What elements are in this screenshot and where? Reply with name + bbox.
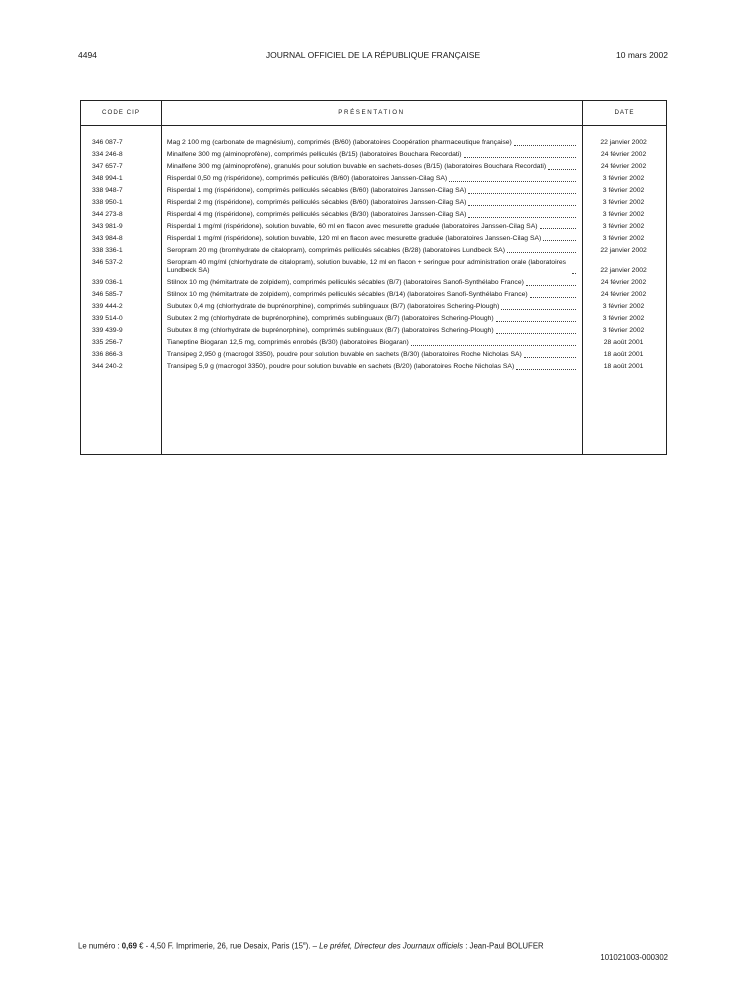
column-header-presentation: PRÉSENTATION <box>338 109 405 116</box>
table-row <box>81 327 666 336</box>
cell-code-cip: 346 585-7 <box>92 291 123 299</box>
table-row <box>81 315 666 324</box>
cell-presentation <box>161 363 581 372</box>
table-row <box>81 351 666 360</box>
cell-code-cip: 343 981-9 <box>92 222 123 230</box>
cell-code-cip: 335 256-7 <box>92 339 123 347</box>
cell-code-cip: 339 036-1 <box>92 279 123 287</box>
table-row <box>81 199 666 208</box>
column-header-date: DATE <box>614 109 635 116</box>
cell-presentation <box>161 187 581 196</box>
cell-code-cip: 338 948-7 <box>92 186 123 194</box>
table-row <box>81 279 666 288</box>
dot-leader <box>468 205 576 206</box>
presentation-text: Transipeg 2,950 g (macrogol 3350), poudre pour solution buvable en sachets (B/30) (laboratoires Roche Nicholas SA) <box>166 351 522 359</box>
journal-title: JOURNAL OFFICIEL DE LA RÉPUBLIQUE FRANÇAISE <box>265 50 481 60</box>
cell-presentation <box>161 235 581 244</box>
dot-leader <box>524 357 576 358</box>
table-row <box>81 139 666 148</box>
cell-date: 3 février 2002 <box>602 222 645 230</box>
cell-presentation <box>161 339 581 348</box>
dot-leader <box>449 181 576 182</box>
cell-presentation <box>161 259 581 276</box>
cell-date: 24 février 2002 <box>600 162 647 170</box>
presentation-text: Tianeptine Biogaran 12,5 mg, comprimés enrobés (B/30) (laboratoires Biogaran) <box>166 339 409 347</box>
cell-date: 3 février 2002 <box>602 198 645 206</box>
dot-leader <box>514 145 576 146</box>
table-row <box>81 175 666 184</box>
table-row <box>81 235 666 244</box>
table-body <box>81 139 666 375</box>
presentation-text: Mag 2 100 mg (carbonate de magnésium), comprimés (B/60) (laboratoires Coopération pharmaceutique française) <box>166 139 512 146</box>
footer-prefect: Le préfet, Directeur des Journaux officiels <box>319 941 464 951</box>
table-row <box>81 303 666 312</box>
dot-leader <box>572 273 576 274</box>
cell-presentation <box>161 163 581 172</box>
footer-separator: ). – <box>305 941 320 951</box>
presentation-text: Seropram 20 mg (bromhydrate de citalopram), comprimés pelliculés sécables (B/28) (laboratoires Lundbeck SA) <box>166 246 505 254</box>
cell-presentation <box>161 199 581 208</box>
presentation-table <box>80 100 667 455</box>
cell-date: 3 février 2002 <box>602 315 645 323</box>
cell-presentation <box>161 175 581 184</box>
presentation-text: Minalfene 300 mg (alminoprofène), comprimés pelliculés (B/15) (laboratoires Bouchara Recordati) <box>166 150 462 158</box>
footer-price: 0,69 <box>121 941 137 951</box>
presentation-text: Risperdal 1 mg/ml (rispéridone), solution buvable, 60 ml en flacon avec mesurette graduée (laboratoires Janssen-Cilag SA) <box>166 222 538 230</box>
cell-presentation <box>161 139 581 148</box>
presentation-text: Risperdal 1 mg/ml (rispéridone), solution buvable, 120 ml en flacon avec mesurette graduée (laboratoires Janssen-Cilag SA) <box>166 234 542 242</box>
presentation-text: Subutex 2 mg (chlorhydrate de buprénorphine), comprimés sublinguaux (B/7) (laboratoires Schering-Plough) <box>166 315 494 323</box>
presentation-text: Risperdal 4 mg (rispéridone), comprimés pelliculés sécables (B/30) (laboratoires Janssen-Cilag SA) <box>166 210 467 218</box>
presentation-text: Risperdal 0,50 mg (rispéridone), comprimés pelliculés (B/60) (laboratoires Janssen-Cilag SA) <box>166 174 448 182</box>
cell-presentation <box>161 223 581 232</box>
issue-date: 10 mars 2002 <box>616 50 668 60</box>
page-header <box>78 50 668 62</box>
table-row <box>81 151 666 160</box>
cell-date: 3 février 2002 <box>602 234 645 242</box>
cell-date: 28 août 2001 <box>603 339 644 347</box>
cell-presentation <box>161 327 581 336</box>
cell-presentation <box>161 315 581 324</box>
presentation-text: Stilnox 10 mg (hémitartrate de zolpidem), comprimés pelliculés sécables (B/14) (laboratoires Sanofi-Synthélabo France) <box>166 291 528 299</box>
presentation-text: Subutex 0,4 mg (chlorhydrate de buprénorphine), comprimés sublinguaux (B/7) (laboratoires Schering-Plough) <box>166 303 500 311</box>
presentation-text: Minalfene 300 mg (alminoprofène), granulés pour solution buvable en sachets-doses (B/15) (laboratoires Bouchara Recordati) <box>166 162 547 170</box>
cell-presentation <box>161 291 581 300</box>
header-divider <box>81 125 666 126</box>
cell-code-cip: 339 439-9 <box>92 327 123 335</box>
footer-printer: € - 4,50 F. Imprimerie, 26, rue Desaix, Paris (15 <box>136 941 303 951</box>
dot-leader <box>540 228 577 229</box>
dot-leader <box>543 240 576 241</box>
cell-date: 3 février 2002 <box>602 186 645 194</box>
table-row <box>81 223 666 232</box>
cell-date: 3 février 2002 <box>602 327 645 335</box>
cell-code-cip: 348 994-1 <box>92 174 123 182</box>
page-number: 4494 <box>78 50 97 60</box>
presentation-text: Stilnox 10 mg (hémitartrate de zolpidem), comprimés pelliculés sécables (B/7) (laboratoires Sanofi-Synthélabo France) <box>166 279 524 287</box>
cell-presentation <box>161 247 581 256</box>
dot-leader <box>411 345 576 346</box>
table-row <box>81 259 666 276</box>
footer-prefix: Le numéro : <box>78 941 122 951</box>
cell-code-cip: 343 984-8 <box>92 234 123 242</box>
table-row <box>81 247 666 256</box>
footer-director: : Jean-Paul BOLUFER <box>463 941 544 951</box>
dot-leader <box>501 309 576 310</box>
cell-code-cip: 334 246-8 <box>92 150 123 158</box>
dot-leader <box>526 285 576 286</box>
cell-presentation <box>161 303 581 312</box>
cell-presentation <box>161 351 581 360</box>
footer-arrondissement-sup: e <box>302 941 306 947</box>
presentation-text: Risperdal 1 mg (rispéridone), comprimés pelliculés sécables (B/60) (laboratoires Janssen-Cilag SA) <box>166 186 467 194</box>
presentation-text: Seropram 40 mg/ml (chlorhydrate de citalopram), solution buvable, 12 ml en flacon + seringue pour administration orale (laboratoires Lundbeck SA) <box>166 258 567 275</box>
cell-code-cip: 338 336-1 <box>92 246 123 254</box>
footer-reference: 101021003-000302 <box>600 952 668 962</box>
table-row <box>81 339 666 348</box>
dot-leader <box>507 252 576 253</box>
cell-code-cip: 339 444-2 <box>92 303 123 311</box>
cell-date: 24 février 2002 <box>600 150 647 158</box>
cell-presentation <box>161 211 581 220</box>
cell-code-cip: 347 657-7 <box>92 162 123 170</box>
cell-date: 22 janvier 2002 <box>600 267 647 275</box>
table-row <box>81 163 666 172</box>
presentation-text: Transipeg 5,9 g (macrogol 3350), poudre pour solution buvable en sachets (B/20) (laboratoires Roche Nicholas SA) <box>166 363 515 371</box>
cell-code-cip: 344 273-8 <box>92 210 123 218</box>
cell-code-cip: 346 537-2 <box>92 258 123 266</box>
cell-presentation <box>161 151 581 160</box>
dot-leader <box>496 333 576 334</box>
table-row <box>81 363 666 372</box>
column-header-code-cip: CODE CIP <box>102 109 140 116</box>
cell-code-cip: 338 950-1 <box>92 198 123 206</box>
cell-date: 3 février 2002 <box>602 210 645 218</box>
dot-leader <box>464 157 577 158</box>
presentation-text: Risperdal 2 mg (rispéridone), comprimés pelliculés sécables (B/60) (laboratoires Janssen-Cilag SA) <box>166 198 467 206</box>
table-row <box>81 187 666 196</box>
table-row <box>81 211 666 220</box>
cell-date: 18 août 2001 <box>603 351 644 359</box>
cell-date: 22 janvier 2002 <box>600 139 647 146</box>
cell-date: 22 janvier 2002 <box>600 246 647 254</box>
cell-date: 3 février 2002 <box>602 174 645 182</box>
cell-presentation <box>161 279 581 288</box>
dot-leader <box>468 193 576 194</box>
presentation-text: Subutex 8 mg (chlorhydrate de buprénorphine), comprimés sublinguaux (B/7) (laboratoires Schering-Plough) <box>166 327 494 335</box>
table-row <box>81 291 666 300</box>
cell-code-cip: 339 514-0 <box>92 315 123 323</box>
cell-code-cip: 344 240-2 <box>92 363 123 371</box>
cell-date: 18 août 2001 <box>603 363 644 371</box>
footer-imprint <box>78 939 668 952</box>
cell-code-cip: 336 866-3 <box>92 351 123 359</box>
dot-leader <box>468 217 576 218</box>
dot-leader <box>548 169 576 170</box>
cell-code-cip: 346 087-7 <box>92 139 123 146</box>
cell-date: 3 février 2002 <box>602 303 645 311</box>
dot-leader <box>496 321 576 322</box>
cell-date: 24 février 2002 <box>600 291 647 299</box>
dot-leader <box>516 369 576 370</box>
page-footer <box>78 939 668 963</box>
cell-date: 24 février 2002 <box>600 279 647 287</box>
dot-leader <box>530 297 576 298</box>
